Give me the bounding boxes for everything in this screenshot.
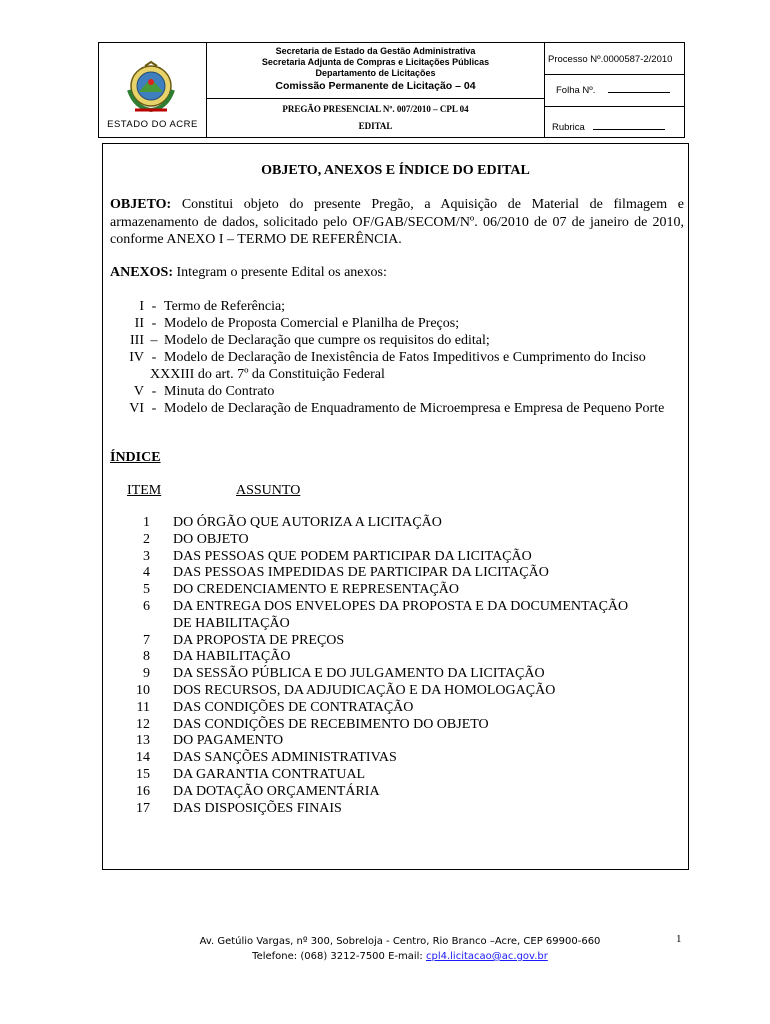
indice-list	[110, 515, 670, 817]
processo-number: Processo Nº.0000587-2/2010	[548, 54, 673, 65]
list-item: 3 DAS PESSOAS QUE PODEM PARTICIPAR DA LICITAÇÃO	[143, 548, 532, 564]
anexo-row: II - Modelo de Proposta Comercial e Planilha de Preços;	[134, 316, 460, 331]
header-divider	[544, 42, 545, 138]
footer-phone: Telefone: (068) 3212-7500 E-mail:	[252, 951, 426, 962]
folha-blank	[608, 84, 670, 93]
anexos-text: Integram o presente Edital os anexos:	[173, 265, 387, 280]
list-item: 8 DA HABILITAÇÃO	[143, 649, 291, 665]
anexos-paragraph	[110, 264, 387, 281]
list-item-continuation: DE HABILITAÇÃO	[173, 615, 290, 631]
objeto-text: Constitui objeto do presente Pregão, a Aquisição de Material de filmagem e armazenamento de dados, solicitado pelo OF/GAB/SECOM/Nº. 06/2010 de 07 de janeiro de 2010, conforme ANEXO I – TERMO DE REFERÊNCIA.	[110, 197, 684, 247]
pregao-label: PREGÃO PRESENCIAL Nº. 007/2010 – CPL 04	[282, 104, 469, 114]
header-divider	[544, 106, 685, 107]
anexo-row: VI - Modelo de Declaração de Enquadramento de Microempresa e Empresa de Pequeno Porte	[129, 401, 665, 416]
header-divider	[206, 98, 545, 99]
anexo-row-continuation: XXXIII do art. 7º da Constituição Federal	[150, 367, 385, 382]
list-item: 9 DA SESSÃO PÚBLICA E DO JULGAMENTO DA LICITAÇÃO	[143, 666, 545, 682]
list-item: 1 DO ÓRGÃO QUE AUTORIZA A LICITAÇÃO	[143, 515, 442, 530]
col-header-item: ITEM	[127, 483, 162, 498]
header-line: Secretaria Adjunta de Compras e Licitações Públicas	[261, 57, 490, 67]
anexo-row: I - Termo de Referência;	[139, 299, 286, 314]
list-item: 16 DA DOTAÇÃO ORÇAMENTÁRIA	[136, 783, 380, 799]
page-title: OBJETO, ANEXOS E ÍNDICE DO EDITAL	[261, 163, 530, 178]
header-line: Secretaria de Estado da Gestão Administrativa	[275, 46, 476, 56]
list-item: 10 DOS RECURSOS, DA ADJUDICAÇÃO E DA HOMOLOGAÇÃO	[136, 682, 556, 698]
list-item: 6 DA ENTREGA DOS ENVELOPES DA PROPOSTA E DA DOCUMENTAÇÃO	[143, 598, 629, 614]
anexo-row: IV - Modelo de Declaração de Inexistência de Fatos Impeditivos e Cumprimento do Inciso	[129, 350, 646, 365]
folha-label: Folha Nº.	[556, 85, 596, 96]
objeto-paragraph	[110, 196, 684, 249]
list-item: 17 DAS DISPOSIÇÕES FINAIS	[136, 800, 342, 816]
list-item: 5 DO CREDENCIAMENTO E REPRESENTAÇÃO	[143, 582, 460, 598]
page-number: 1	[676, 933, 682, 945]
list-item: 4 DAS PESSOAS IMPEDIDAS DE PARTICIPAR DA LICITAÇÃO	[143, 565, 549, 581]
list-item: 12 DAS CONDIÇÕES DE RECEBIMENTO DO OBJETO	[136, 716, 489, 732]
col-header-assunto: ASSUNTO	[236, 483, 301, 498]
email-link[interactable]: cpl4.licitacao@ac.gov.br	[425, 951, 548, 962]
rubrica-blank	[593, 121, 665, 130]
header-divider	[544, 74, 685, 75]
list-item: 14 DAS SANÇÕES ADMINISTRATIVAS	[136, 750, 397, 766]
anexo-row: V - Minuta do Contrato	[133, 384, 275, 399]
header-line: Departamento de Licitações	[315, 68, 436, 78]
footer-address: Av. Getúlio Vargas, nº 300, Sobreloja - Centro, Rio Branco –Acre, CEP 69900-660	[199, 936, 601, 947]
anexo-row: III – Modelo de Declaração que cumpre os requisitos do edital;	[130, 333, 490, 348]
objeto-label: OBJETO:	[110, 197, 172, 212]
edital-label: EDITAL	[358, 121, 393, 131]
anexos-label: ANEXOS:	[110, 265, 174, 280]
coat-of-arms-icon	[125, 60, 177, 116]
list-item: 7 DA PROPOSTA DE PREÇOS	[143, 632, 345, 648]
estado-label: ESTADO DO ACRE	[107, 119, 198, 130]
folha-field	[556, 84, 670, 96]
list-item: 11 DAS CONDIÇÕES DE CONTRATAÇÃO	[136, 699, 414, 715]
rubrica-label: Rubrica	[552, 122, 585, 133]
list-item: 15 DA GARANTIA CONTRATUAL	[136, 766, 366, 782]
header-line: Comissão Permanente de Licitação – 04	[275, 80, 476, 92]
list-item: 13 DO PAGAMENTO	[136, 733, 284, 749]
indice-heading: ÍNDICE	[110, 450, 161, 465]
anexos-list	[104, 298, 684, 417]
footer-contact	[150, 949, 650, 964]
rubrica-field	[552, 121, 665, 133]
list-item: 2 DO OBJETO	[143, 531, 249, 547]
